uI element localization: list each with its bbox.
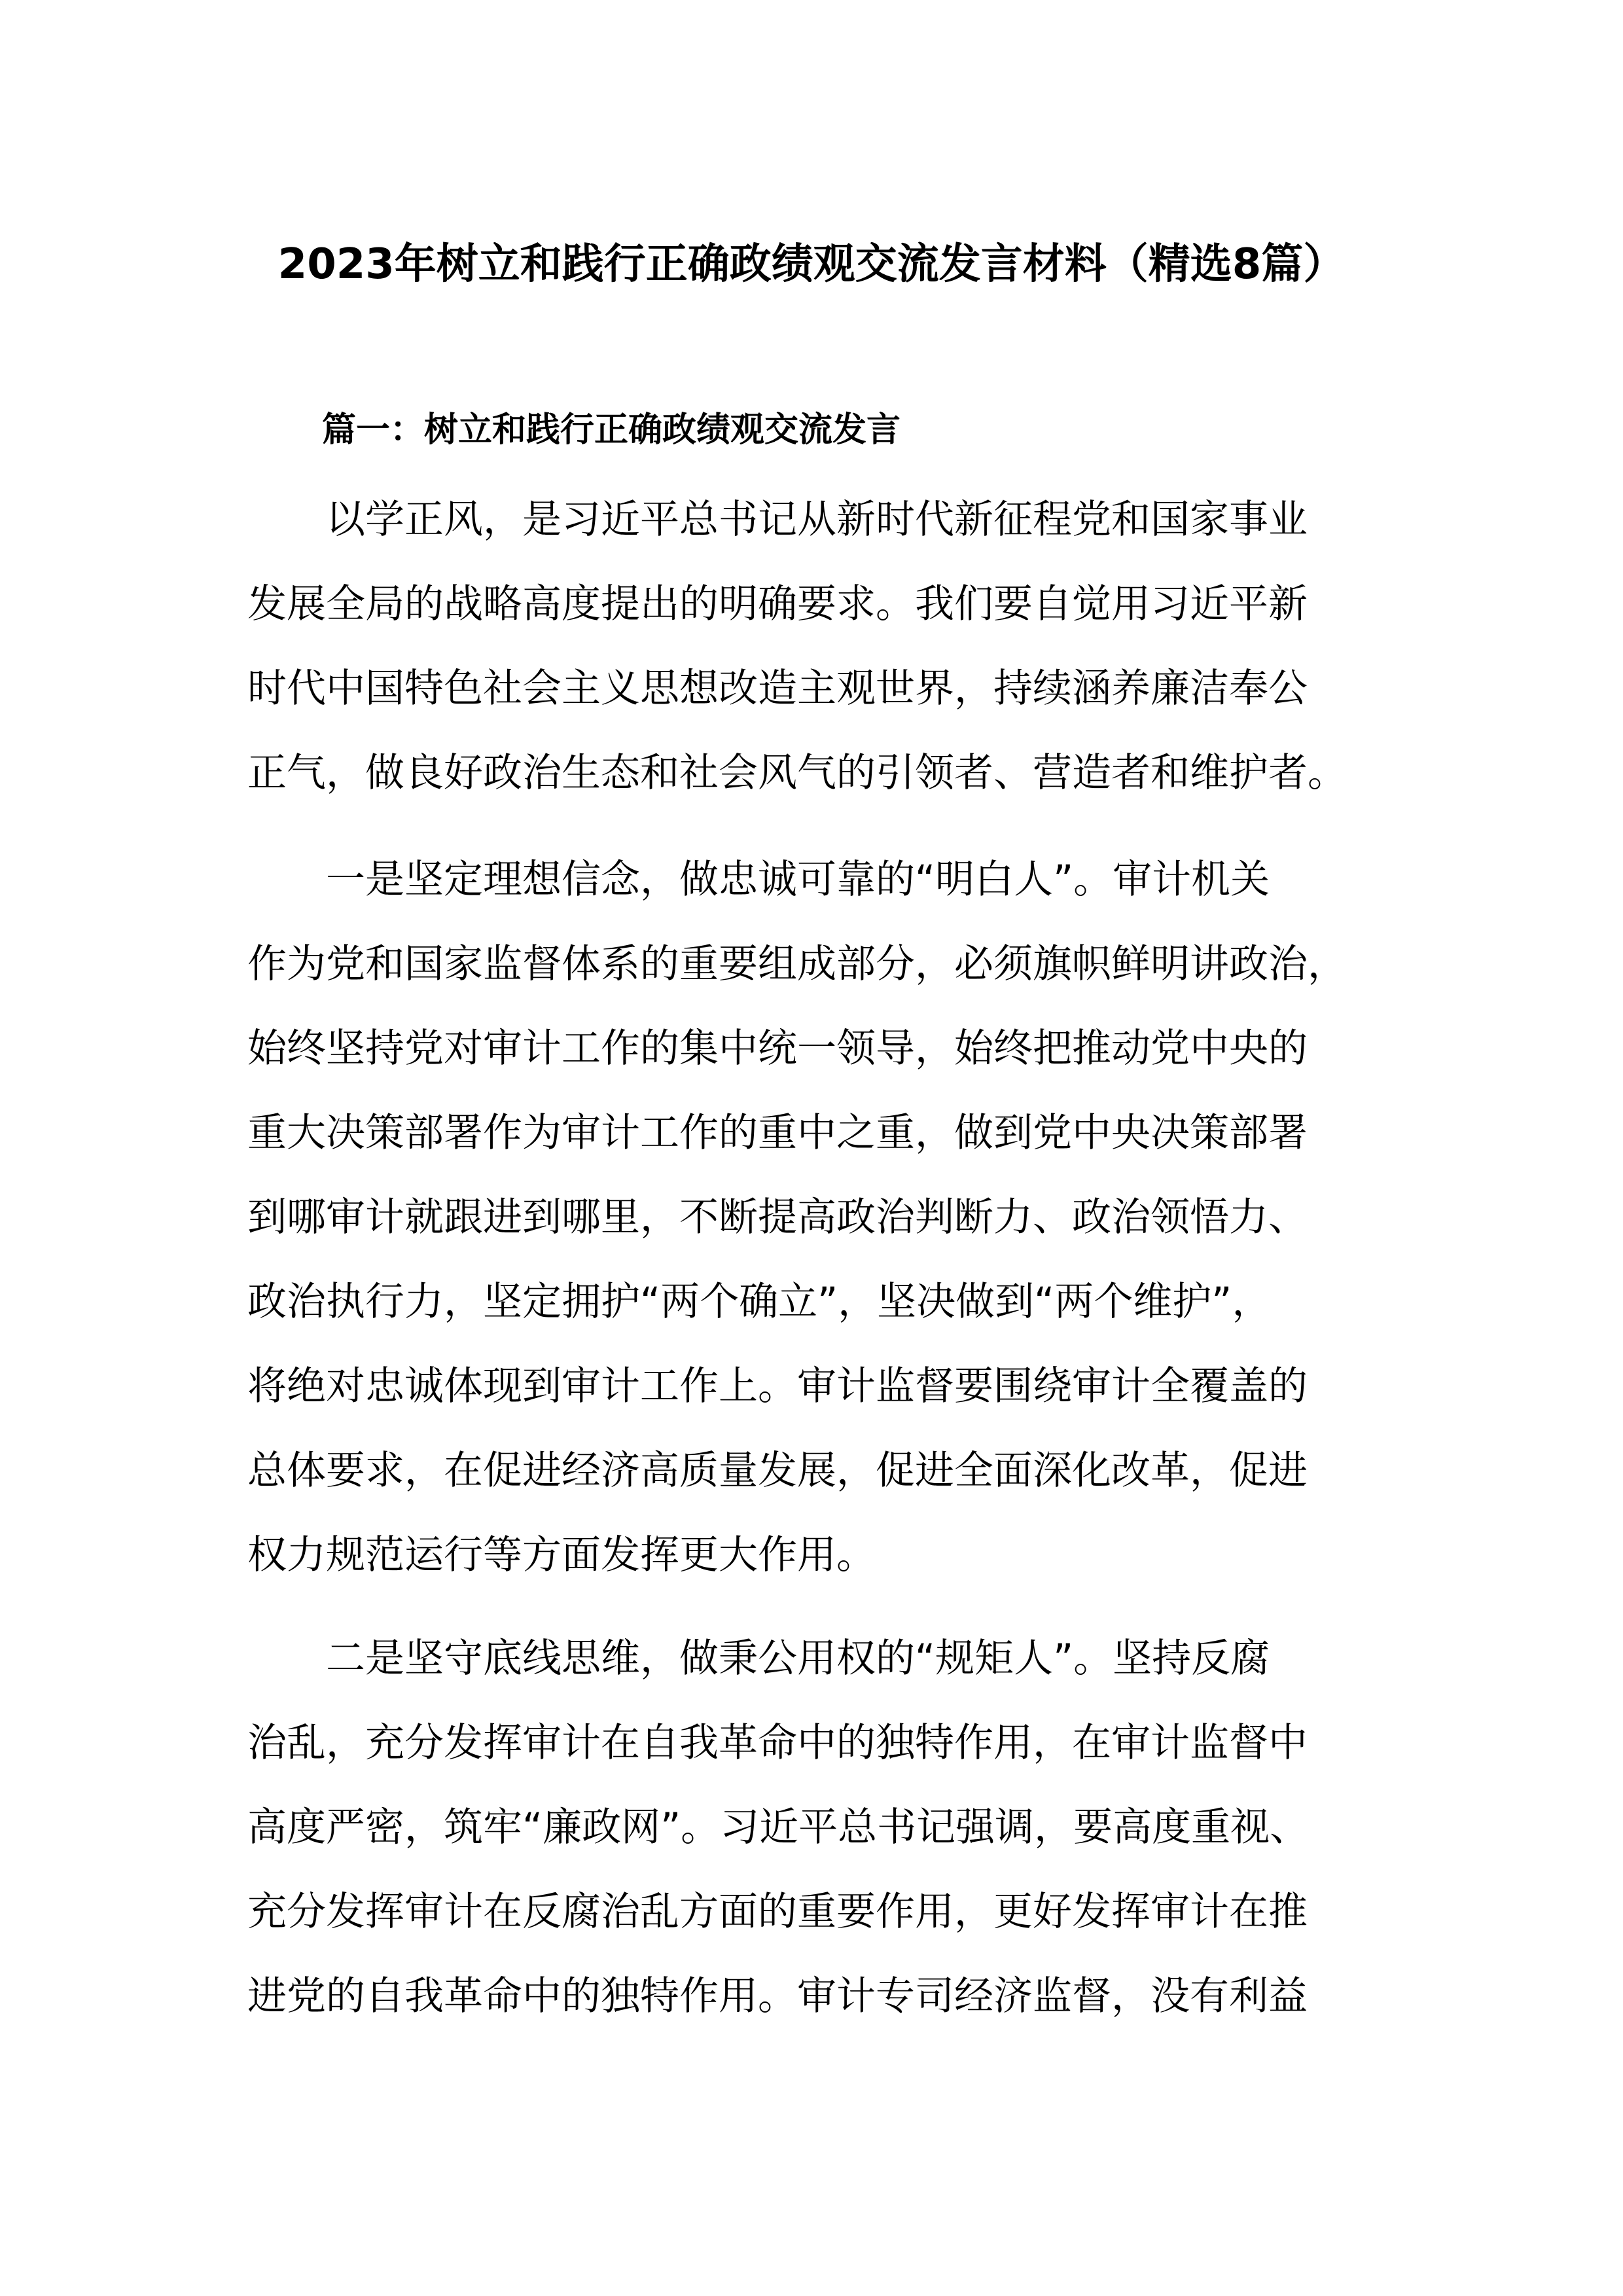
- paragraph-line: 始终坚持党对审计工作的集中统一领导，始终把推动党中央的: [247, 1026, 1308, 1071]
- paragraph-line: 到哪审计就跟进到哪里，不断提高政治判断力、政治领悟力、: [247, 1194, 1308, 1240]
- paragraph-line: 总体要求，在促进经济高质量发展，促进全面深化改革，促进: [247, 1448, 1308, 1494]
- paragraph-line: 充分发挥审计在反腐治乱方面的重要作用，更好发挥审计在推: [247, 1889, 1308, 1935]
- paragraph-line: 发展全局的战略高度提出的明确要求。我们要自觉用习近平新: [247, 581, 1308, 627]
- paragraph-point-two: [247, 1617, 1399, 2039]
- paragraph-line: 二是坚守底线思维，做秉公用权的“规矩人”。坚持反腐: [326, 1636, 1270, 1681]
- paragraph-line: 高度严密，筑牢“廉政网”。习近平总书记强调，要高度重视、: [247, 1804, 1310, 1850]
- paragraph-line: 重大决策部署作为审计工作的重中之重，做到党中央决策部署: [247, 1110, 1308, 1156]
- paragraph-line: 作为党和国家监督体系的重要组成部分，必须旗帜鲜明讲政治，: [247, 941, 1347, 987]
- paragraph-line: 以学正风，是习近平总书记从新时代新征程党和国家事业: [326, 497, 1308, 543]
- paragraph-intro: [247, 478, 1399, 816]
- paragraph-line: 权力规范运行等方面发挥更大作用。: [247, 1532, 876, 1578]
- paragraph-point-one: [247, 838, 1399, 1598]
- section-heading: 篇一：树立和践行正确政绩观交流发言: [322, 410, 901, 450]
- paragraph-line: 将绝对忠诚体现到审计工作上。审计监督要围绕审计全覆盖的: [247, 1363, 1308, 1409]
- paragraph-line: 治乱，充分发挥审计在自我革命中的独特作用，在审计监督中: [247, 1720, 1308, 1766]
- paragraph-line: 政治执行力，坚定拥护“两个确立”，坚决做到“两个维护”，: [247, 1279, 1272, 1325]
- paragraph-line: 一是坚定理想信念，做忠诚可靠的“明白人”。审计机关: [326, 857, 1270, 903]
- document-title: 2023年树立和践行正确政绩观交流发言材料（精选8篇）: [277, 240, 1346, 289]
- paragraph-line: 正气，做良好政治生态和社会风气的引领者、营造者和维护者。: [247, 750, 1347, 796]
- paragraph-line: 时代中国特色社会主义思想改造主观世界，持续涵养廉洁奉公: [247, 666, 1308, 711]
- paragraph-line: 进党的自我革命中的独特作用。审计专司经济监督，没有利益: [247, 1973, 1308, 2019]
